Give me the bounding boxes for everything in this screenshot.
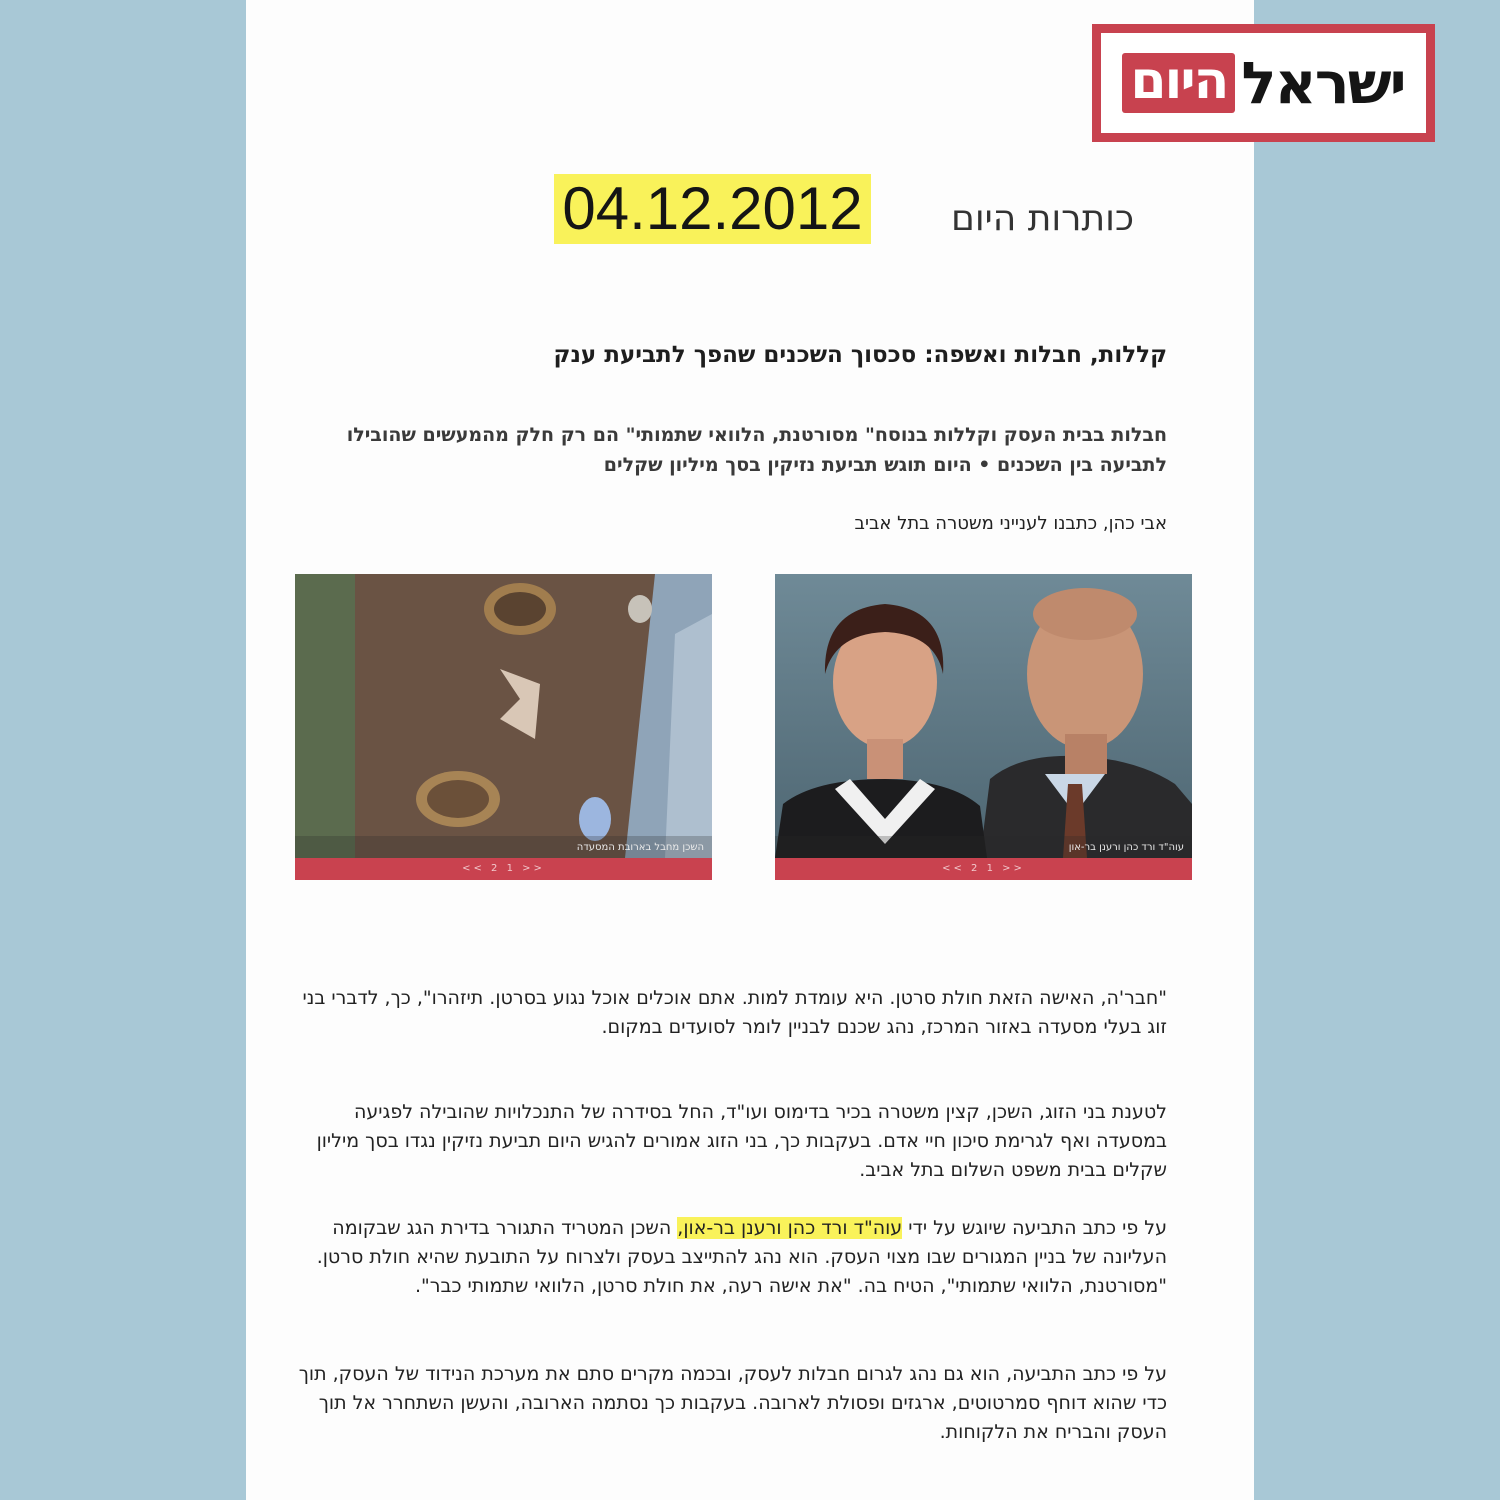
article-subhead: חבלות בבית העסק וקללות בנוסח" מסורטנת, הלוואי שתמותי" הם רק חלק מהמעשים שהובילו לתביעה בין השכנים • היום תוגש תביעת נזיקין בסך מיליון שקלים <box>346 424 1167 476</box>
photo-chimney <box>295 574 712 880</box>
article-paragraph-1: "חבר'ה, האישה הזאת חולת סרטן. היא עומדת למות. אתם אוכלים אוכל נגוע בסרטן. תיזהרו", כך, לדברי בני זוג בעלי מסעדה באזור המרכז, נהג שכנם לבניין לומר לסועדים במקום. <box>302 987 1167 1038</box>
article-paragraph-3: על פי כתב התביעה שיוגש על ידי עוה"ד ורד כהן ורענן בר-און, השכן המטריד התגורר בדירת הגג שבקומה העליונה של בניין המגורים שבו מצוי העסק. הוא נהג להתייצב בעסק ולצרוח על התובעת שהיא חולת סרטן. "מסורטנת, הלוואי שתמותי", הטיח בה. "את אישה רעה, את חולת סרטן, הלוואי שתמותי כבר". <box>316 1217 1167 1297</box>
photo-caption: השכן מחבל בארובת המסעדה <box>295 836 712 860</box>
article-paragraph-4: על פי כתב התביעה, הוא גם נהג לגרום חבלות לעסק, ובכמה מקרים סתם את מערכת הנידוד של העסק, תוך כדי שהוא דוחף סמרטוטים, ארגזים ופסולת לארובה. בעקבות כך נסתמה הארובה, והעשן השתחרר אל תוך העסק והבריח את הלקוחות. <box>298 1363 1167 1443</box>
highlighted-lawyers-names: עוה"ד ורד כהן ורענן בר-און, <box>677 1217 903 1239</box>
issue-date: 04.12.2012 <box>554 174 871 244</box>
photo-pager[interactable]: << 2 1 >> <box>295 858 712 880</box>
newspaper-logo <box>1092 24 1435 142</box>
photo-lawyers <box>775 574 1192 880</box>
logo-word-hayom: היום <box>1122 53 1235 113</box>
photo-caption: עוה"ד ורד כהן ורענן בר-און <box>775 836 1192 860</box>
photo-pager[interactable]: << 2 1 >> <box>775 858 1192 880</box>
logo-word-israel: ישראל <box>1241 49 1405 117</box>
article-byline: אבי כהן, כתבנו לענייני משטרה בתל אביב <box>854 513 1167 534</box>
chimney-rooftop-image <box>295 574 712 858</box>
lawyers-portrait-image <box>775 574 1192 858</box>
article-headline: קללות, חבלות ואשפה: סכסוך השכנים שהפך לתביעת ענק <box>553 342 1167 368</box>
section-label: כותרות היום <box>950 198 1134 239</box>
article-paragraph-2: לטענת בני הזוג, השכן, קצין משטרה בכיר בדימוס ועו"ד, החל בסידרה של התנכלויות שהובילה לפגיעה במסעדה ואף לגרימת סיכון חיי אדם. בעקבות כך, בני הזוג אמורים להגיש היום תביעת נזיקין נגדו בסך מיליון שקלים בבית משפט השלום בתל אביב. <box>316 1101 1167 1181</box>
